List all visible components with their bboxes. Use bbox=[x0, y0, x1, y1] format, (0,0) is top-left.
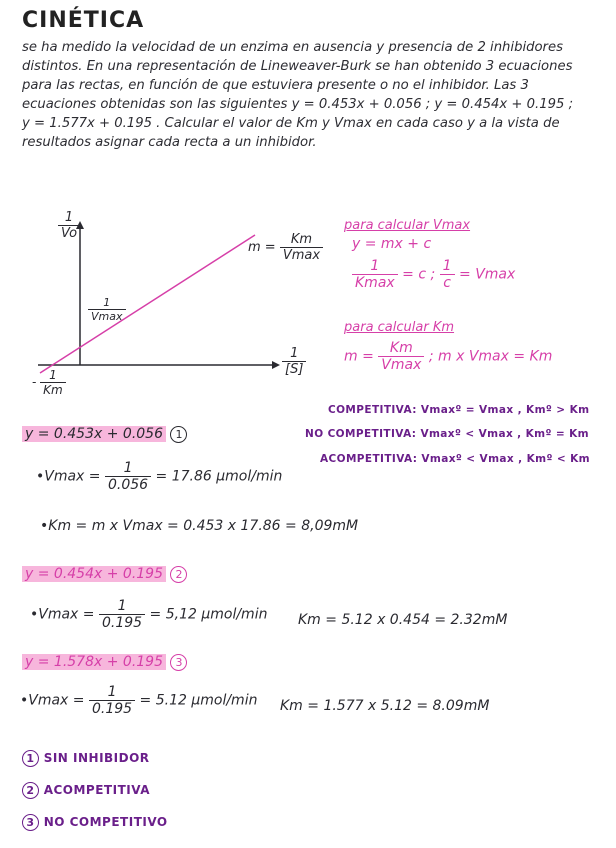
case1-vmax: •Vmax = $\frac{1}{0.056}$ = 17.86 µmol/min bbox=[36, 460, 283, 493]
page-title: CINÉTICA bbox=[22, 8, 145, 33]
x-axis-label: $\frac{1}{[S]}$ bbox=[282, 346, 306, 377]
case2-equation: y = 0.454x + 0.195 2 bbox=[22, 566, 187, 583]
km-note-line: m = $\frac{Km}{Vmax}$ ; m x Vmax = Km bbox=[344, 340, 553, 373]
vmax-note-line1: y = mx + c bbox=[352, 236, 432, 252]
type-uncompetitive: ACOMPETITIVA: Vmaxº < Vmax , Kmº < Km bbox=[320, 453, 590, 465]
vmax-note-heading: para calcular Vmax bbox=[344, 218, 471, 233]
legend-item-1: 1 SIN INHIBIDOR bbox=[22, 750, 150, 767]
legend-item-3: 3 NO COMPETITIVO bbox=[22, 814, 168, 831]
vmax-note-line2: $\frac{1}{Kmax}$ = c ; $\frac{1}{c}$ = Vmax bbox=[352, 258, 515, 291]
problem-statement: se ha medido la velocidad de un enzima en ausencia y presencia de 2 inhibidores distintos. En una representación de Lineweaver-Burk se han obtenido 3 ecuaciones para las rectas, en función de que estuviera presente o no el inhibidor. Las 3 ecuaciones obtenidas son las siguientes y = 0.453x + 0.056 ; y = 0.454x + 0.195 ; y = 1.577x + 0.195 . Calcular el valor de Km y Vmax en cada caso y a la vista de resultados asignar cada recta a un inhibidor. bbox=[22, 40, 574, 150]
legend-item-2: 2 ACOMPETITIVA bbox=[22, 782, 150, 799]
x-intercept-label: - $\frac{1}{Km}$ bbox=[32, 368, 66, 397]
case3-equation: y = 1.578x + 0.195 3 bbox=[22, 654, 187, 671]
slope-label: m = $\frac{Km}{Vmax}$ bbox=[248, 232, 323, 263]
type-noncompetitive: NO COMPETITIVA: Vmaxº < Vmax , Kmº = Km bbox=[305, 428, 590, 440]
x-axis-arrow bbox=[272, 361, 280, 369]
case1-km: •Km = m x Vmax = 0.453 x 17.86 = 8,09mM bbox=[40, 518, 359, 534]
case3-km: Km = 1.577 x 5.12 = 8.09mM bbox=[280, 698, 490, 714]
case1-equation: y = 0.453x + 0.056 1 bbox=[22, 426, 187, 443]
case3-vmax: •Vmax = $\frac{1}{0.195}$ = 5.12 µmol/min bbox=[20, 684, 258, 717]
y-axis-label: $\frac{1}{Vo}$ bbox=[58, 210, 80, 241]
case2-km: Km = 5.12 x 0.454 = 2.32mM bbox=[298, 612, 508, 628]
y-intercept-label: 1 Vmax bbox=[88, 296, 126, 323]
type-competitive: COMPETITIVA: Vmaxº = Vmax , Kmº > Km bbox=[328, 404, 590, 416]
case2-vmax: •Vmax = $\frac{1}{0.195}$ = 5,12 µmol/min bbox=[30, 598, 268, 631]
regression-line bbox=[40, 235, 255, 373]
km-note-heading: para calcular Km bbox=[344, 320, 455, 335]
